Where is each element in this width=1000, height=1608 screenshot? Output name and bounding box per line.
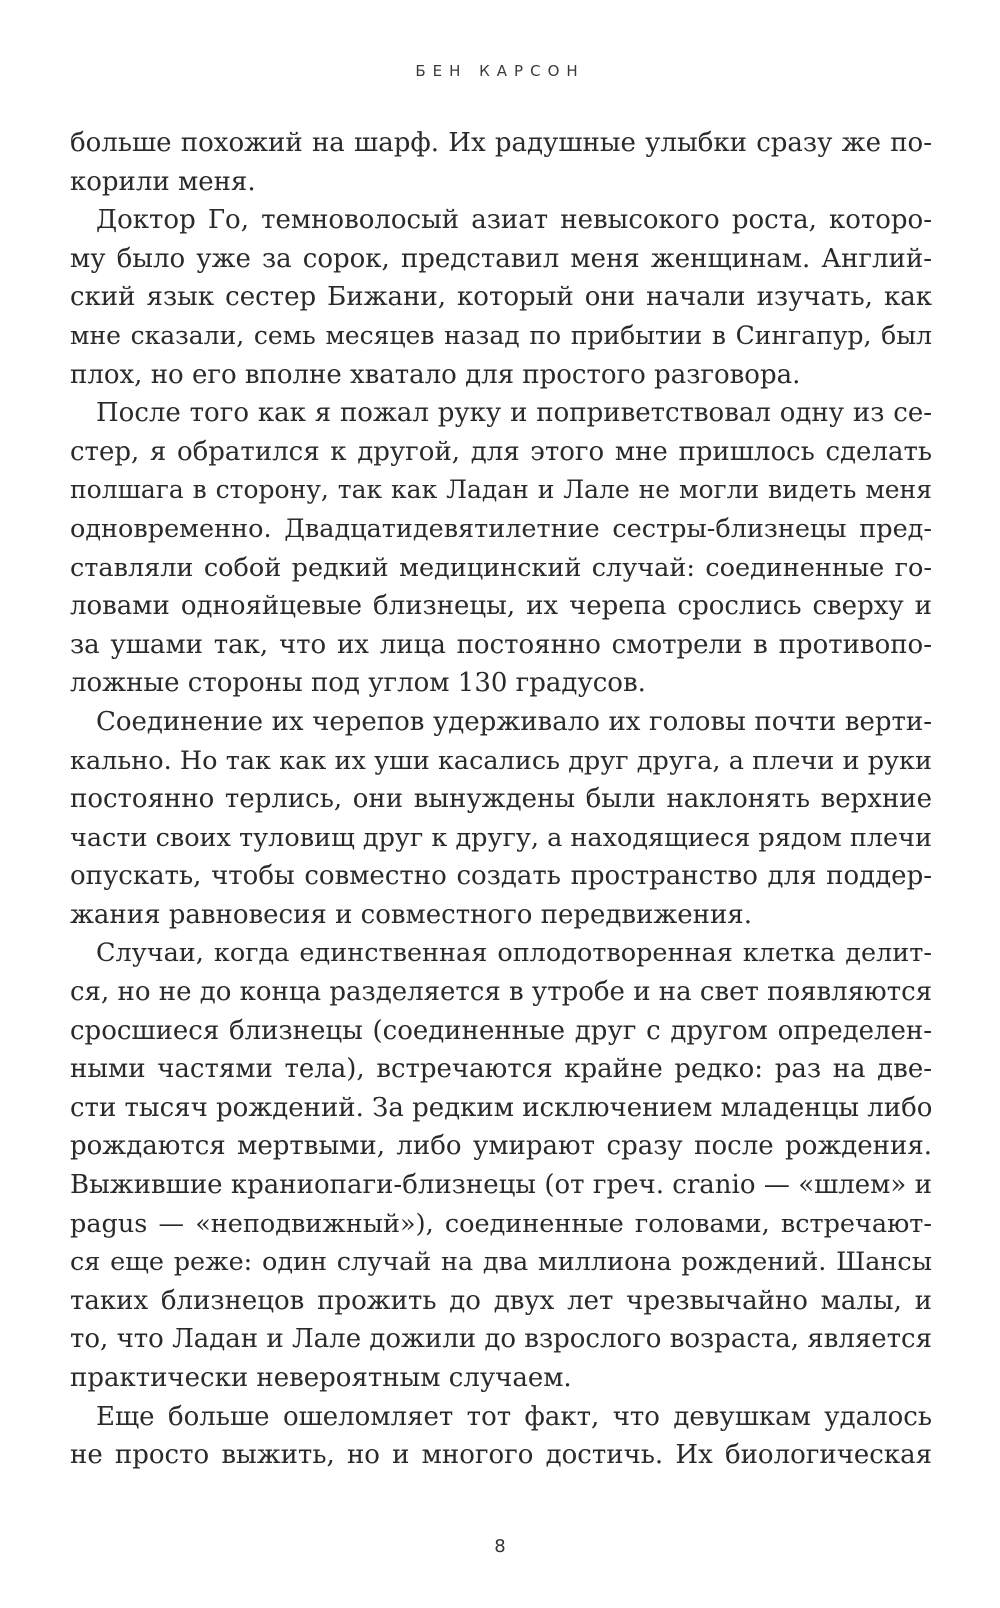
text-line: pagus — «неподвижный»), соединенные головами, встречают- [70, 1208, 932, 1239]
text-line: ловами однояйцевые близнецы, их черепа срослись сверху и [70, 591, 932, 622]
text-line: ставляли собой редкий медицинский случай: соединенные го- [70, 552, 932, 583]
text-line: плох, но его вполне хватало для простого разговора. [70, 359, 801, 390]
text-line: му было уже за сорок, представил меня женщинам. Англий- [70, 243, 932, 274]
text-line: Еще больше ошеломляет тот факт, что девушкам удалось [96, 1401, 932, 1432]
text-line: стер, я обратился к другой, для этого мне пришлось сделать [70, 436, 932, 467]
text-line: Доктор Го, темноволосый азиат невысокого роста, которо- [96, 205, 932, 236]
text-line: больше похожий на шарф. Их радушные улыбки сразу же по- [70, 128, 932, 158]
text-line: практически невероятным случаем. [70, 1363, 572, 1393]
text-line: Выжившие краниопаги-близнецы (от греч. cranio — «шлем» и [70, 1170, 932, 1201]
text-line: части своих туловищ друг к другу, а находящиеся рядом плечи [70, 822, 932, 853]
text-line: Соединение их черепов удерживало их головы почти верти- [96, 706, 932, 737]
text-line: ся еще реже: один случай на два миллиона рождений. Шансы [70, 1247, 932, 1278]
text-line: то, что Ладан и Лале дожили до взрослого возраста, является [70, 1324, 932, 1355]
text-line: не просто выжить, но и многого достичь. Их биологическая [70, 1440, 932, 1471]
text-line: мне сказали, семь месяцев назад по прибытии в Сингапур, был [70, 320, 932, 350]
text-line: Случаи, когда единственная оплодотворенная клетка делит- [96, 938, 932, 969]
text-line: корили меня. [70, 166, 256, 197]
text-line: опускать, чтобы совместно создать пространство для поддер- [70, 861, 932, 892]
text-line: ложные стороны под углом 130 градусов. [70, 668, 646, 699]
text-line: кально. Но так как их уши касались друг друга, а плечи и руки [70, 745, 932, 776]
running-head: БЕН КАРСОН [415, 62, 585, 80]
page-number: 8 [494, 1536, 506, 1557]
text-line: рождаются мертвыми, либо умирают сразу после рождения. [70, 1131, 932, 1162]
text-line: одновременно. Двадцатидевятилетние сестры-близнецы пред- [70, 513, 932, 544]
text-line: ский язык сестер Бижани, который они начали изучать, как [70, 282, 932, 313]
text-line: постоянно терлись, они вынуждены были наклонять верхние [70, 784, 932, 815]
text-line: полшага в сторону, так как Ладан и Лале не могли видеть меня [70, 475, 932, 505]
text-line: ся, но не до конца разделяется в утробе и на свет появляются [70, 977, 933, 1008]
text-line: сти тысяч рождений. За редким исключением младенцы либо [70, 1092, 933, 1123]
text-line: сросшиеся близнецы (соединенные друг с другом определен- [70, 1015, 932, 1046]
text-line: таких близнецов прожить до двух лет чрезвычайно малы, и [70, 1285, 932, 1316]
text-line: жания равновесия и совместного передвижения. [70, 899, 752, 930]
text-line: за ушами так, что их лица постоянно смотрели в противопо- [70, 629, 932, 660]
body-text [70, 124, 932, 1475]
text-line: ными частями тела), встречаются крайне редко: раз на две- [70, 1054, 932, 1085]
text-line: После того как я пожал руку и поприветствовал одну из се- [96, 398, 932, 429]
